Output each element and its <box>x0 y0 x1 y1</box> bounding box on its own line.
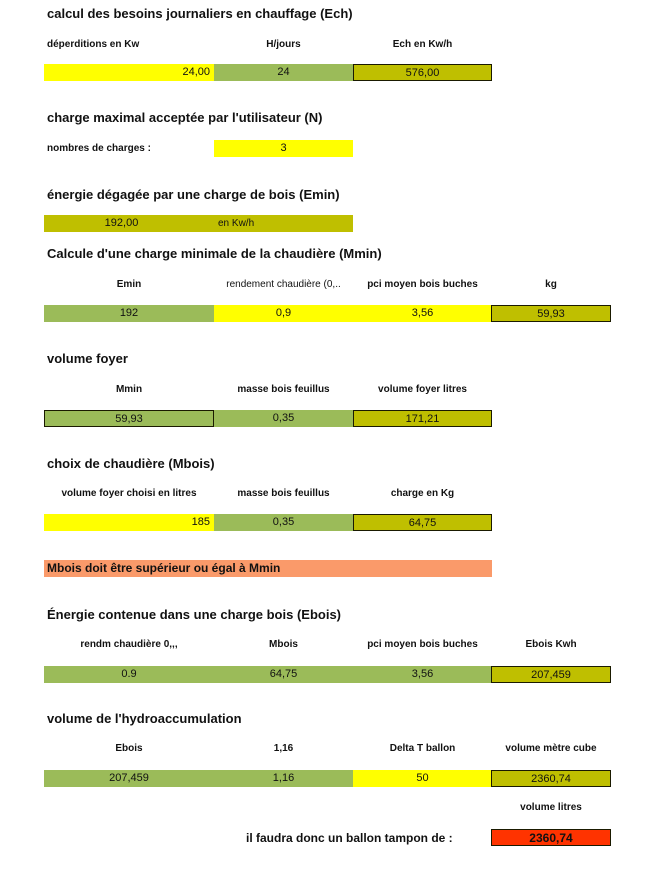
cell-nombres-charges[interactable]: 3 <box>214 140 353 157</box>
header-volume-m3: volume mètre cube <box>505 743 597 754</box>
cell-ebois-kwh[interactable]: 207,459 <box>491 666 611 683</box>
cell-deperditions[interactable]: 24,00 <box>44 64 214 81</box>
cell-emin-unit: en Kw/h <box>218 218 255 229</box>
warning-banner: Mbois doit être supérieur ou égal à Mmin <box>44 560 492 577</box>
header-deperditions: déperditions en Kw <box>47 39 140 50</box>
cell-pci-2[interactable]: 3,56 <box>353 666 492 683</box>
header-delta-t: Delta T ballon <box>389 743 456 754</box>
section-title-ebois: Énergie contenue dans une charge bois (Ebois) <box>47 607 341 622</box>
section-title-hydroaccumulation: volume de l'hydroaccumulation <box>47 711 242 726</box>
section-title-ech: calcul des besoins journaliers en chauffage (Ech) <box>47 6 353 21</box>
header-constant: 1,16 <box>273 743 294 754</box>
cell-kg[interactable]: 59,93 <box>491 305 611 322</box>
cell-h-jours[interactable]: 24 <box>214 64 353 81</box>
header-ebois: Ebois <box>115 743 143 754</box>
header-h-jours: H/jours <box>266 39 301 50</box>
header-rendement: rendement chaudière (0,.. <box>226 279 341 290</box>
label-nombres-charges: nombres de charges : <box>47 143 151 154</box>
cell-ech[interactable]: 576,00 <box>353 64 492 81</box>
cell-emin-value: 192,00 <box>104 217 139 229</box>
cell-emin[interactable]: 192 <box>44 305 214 322</box>
cell-emin-row[interactable] <box>44 215 353 232</box>
header-mbois: Mbois <box>269 639 298 650</box>
cell-rendm[interactable]: 0.9 <box>44 666 214 683</box>
cell-masse-bois[interactable]: 0,35 <box>214 410 353 427</box>
header-pci-2: pci moyen bois buches <box>367 639 478 650</box>
cell-volume-m3[interactable]: 2360,74 <box>491 770 611 787</box>
section-title-mbois: choix de chaudière (Mbois) <box>47 456 215 471</box>
header-ech: Ech en Kw/h <box>392 39 453 50</box>
header-charge-kg: charge en Kg <box>390 488 455 499</box>
header-volume-foyer-litres: volume foyer litres <box>378 384 467 395</box>
header-ebois-kwh: Ebois Kwh <box>525 639 577 650</box>
label-volume-litres: volume litres <box>520 802 582 813</box>
cell-masse-bois-2[interactable]: 0,35 <box>214 514 353 531</box>
header-volume-choisi: volume foyer choisi en litres <box>61 488 197 499</box>
result-label: il faudra donc un ballon tampon de : <box>246 831 453 845</box>
cell-rendement[interactable]: 0,9 <box>214 305 353 322</box>
cell-volume-choisi[interactable]: 185 <box>44 514 214 531</box>
header-mmin: Mmin <box>115 384 143 395</box>
cell-constant[interactable]: 1,16 <box>214 770 353 787</box>
cell-ebois[interactable]: 207,459 <box>44 770 214 787</box>
cell-charge-kg[interactable]: 64,75 <box>353 514 492 531</box>
header-kg: kg <box>545 279 557 290</box>
cell-pci[interactable]: 3,56 <box>353 305 492 322</box>
header-emin: Emin <box>116 279 142 290</box>
section-title-volume-foyer: volume foyer <box>47 351 128 366</box>
section-title-n: charge maximal acceptée par l'utilisateur (N) <box>47 110 323 125</box>
section-title-emin: énergie dégagée par une charge de bois (Emin) <box>47 187 340 202</box>
header-rendm: rendm chaudière 0,,, <box>80 639 178 650</box>
cell-mmin[interactable]: 59,93 <box>44 410 214 427</box>
cell-delta-t[interactable]: 50 <box>353 770 492 787</box>
result-value[interactable]: 2360,74 <box>491 829 611 846</box>
header-masse-bois: masse bois feuillus <box>237 384 330 395</box>
cell-mbois[interactable]: 64,75 <box>214 666 353 683</box>
cell-volume-foyer-litres[interactable]: 171,21 <box>353 410 492 427</box>
section-title-mmin: Calcule d'une charge minimale de la chaudière (Mmin) <box>47 246 382 261</box>
header-masse-bois-2: masse bois feuillus <box>237 488 330 499</box>
header-pci: pci moyen bois buches <box>367 279 478 290</box>
